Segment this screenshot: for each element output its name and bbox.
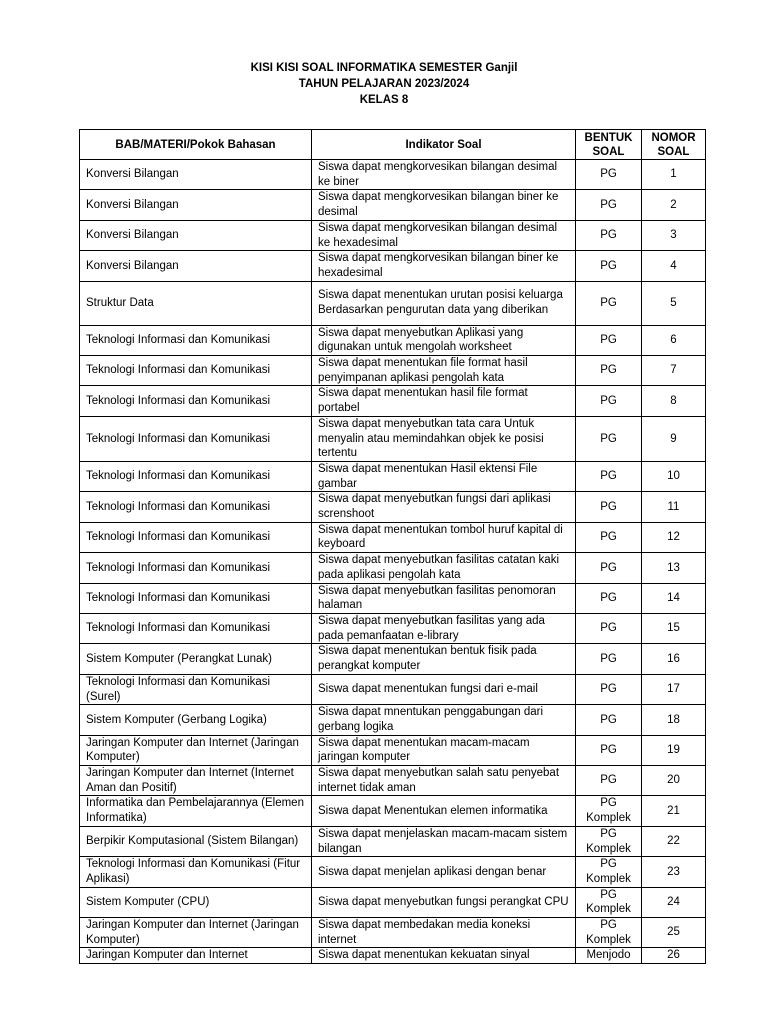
cell-bentuk: PG: [576, 583, 642, 613]
cell-nomor: 16: [642, 644, 706, 674]
cell-materi: Sistem Komputer (Gerbang Logika): [80, 705, 312, 735]
table-row: [80, 796, 706, 826]
cell-bentuk: PG: [576, 251, 642, 281]
cell-nomor: 7: [642, 356, 706, 386]
col-header-nomor: NOMOR SOAL: [642, 130, 706, 160]
cell-indikator: Siswa dapat mnentukan penggabungan dari gerbang logika: [312, 705, 576, 735]
table-row: [80, 644, 706, 674]
cell-nomor: 2: [642, 190, 706, 220]
cell-nomor: 8: [642, 386, 706, 416]
cell-bentuk: PG Komplek: [576, 826, 642, 856]
cell-nomor: 25: [642, 918, 706, 948]
cell-indikator: Siswa dapat menentukan fungsi dari e-mail: [312, 674, 576, 704]
cell-nomor: 13: [642, 553, 706, 583]
doc-title: KISI KISI SOAL INFORMATIKA SEMESTER Ganjil: [250, 62, 518, 74]
cell-bentuk: PG Komplek: [576, 887, 642, 917]
cell-bentuk: PG: [576, 356, 642, 386]
table-row: [80, 522, 706, 552]
cell-indikator: Siswa dapat Menentukan elemen informatika: [312, 796, 576, 826]
cell-indikator: Siswa dapat menyebutkan fungsi dari aplikasi screnshoot: [312, 492, 576, 522]
cell-materi: Jaringan Komputer dan Internet (Jaringan Komputer): [80, 918, 312, 948]
cell-bentuk: PG: [576, 522, 642, 552]
cell-nomor: 19: [642, 735, 706, 765]
cell-nomor: 23: [642, 857, 706, 887]
cell-bentuk: PG: [576, 220, 642, 250]
cell-nomor: 5: [642, 281, 706, 325]
kisi-table: [79, 129, 706, 964]
cell-materi: Struktur Data: [80, 281, 312, 325]
table-row: [80, 766, 706, 796]
cell-indikator: Siswa dapat menyebutkan salah satu penyebat internet tidak aman: [312, 766, 576, 796]
cell-materi: Konversi Bilangan: [80, 251, 312, 281]
cell-materi: Teknologi Informasi dan Komunikasi: [80, 416, 312, 461]
cell-bentuk: PG: [576, 674, 642, 704]
table-row: [80, 583, 706, 613]
cell-indikator: Siswa dapat menentukan macam-macam jaringan komputer: [312, 735, 576, 765]
cell-materi: Jaringan Komputer dan Internet (Internet Aman dan Positif): [80, 766, 312, 796]
doc-class: KELAS 8: [359, 94, 409, 106]
cell-bentuk: PG: [576, 190, 642, 220]
table-row: [80, 613, 706, 643]
cell-bentuk: PG Komplek: [576, 857, 642, 887]
cell-bentuk: Menjodo: [576, 948, 642, 964]
cell-indikator: Siswa dapat mengkorvesikan bilangan desimal ke biner: [312, 160, 576, 190]
cell-bentuk: PG: [576, 492, 642, 522]
cell-nomor: 1: [642, 160, 706, 190]
cell-materi: Teknologi Informasi dan Komunikasi: [80, 356, 312, 386]
cell-bentuk: PG Komplek: [576, 918, 642, 948]
cell-nomor: 22: [642, 826, 706, 856]
table-row: [80, 887, 706, 917]
cell-materi: Teknologi Informasi dan Komunikasi: [80, 492, 312, 522]
cell-indikator: Siswa dapat menyebutkan Aplikasi yang digunakan untuk mengolah worksheet: [312, 325, 576, 355]
cell-nomor: 20: [642, 766, 706, 796]
cell-indikator: Siswa dapat menyebutkan fasilitas penomoran halaman: [312, 583, 576, 613]
doc-school-year: TAHUN PELAJARAN 2023/2024: [298, 78, 470, 90]
table-row: [80, 918, 706, 948]
col-header-indikator: Indikator Soal: [312, 130, 576, 160]
table-row: [80, 826, 706, 856]
cell-materi: Teknologi Informasi dan Komunikasi: [80, 522, 312, 552]
cell-materi: Teknologi Informasi dan Komunikasi: [80, 325, 312, 355]
table-row: [80, 220, 706, 250]
cell-nomor: 9: [642, 416, 706, 461]
cell-nomor: 10: [642, 461, 706, 491]
table-row: [80, 386, 706, 416]
cell-indikator: Siswa dapat menjelan aplikasi dengan benar: [312, 857, 576, 887]
col-header-bentuk: BENTUK SOAL: [576, 130, 642, 160]
cell-materi: Teknologi Informasi dan Komunikasi: [80, 386, 312, 416]
cell-materi: Konversi Bilangan: [80, 220, 312, 250]
cell-bentuk: PG: [576, 735, 642, 765]
cell-bentuk: PG: [576, 705, 642, 735]
cell-indikator: Siswa dapat menentukan Hasil ektensi File gambar: [312, 461, 576, 491]
cell-bentuk: PG: [576, 613, 642, 643]
cell-materi: Teknologi Informasi dan Komunikasi (Surel): [80, 674, 312, 704]
document-header: [0, 60, 768, 108]
cell-materi: Konversi Bilangan: [80, 190, 312, 220]
table-row: [80, 492, 706, 522]
cell-nomor: 18: [642, 705, 706, 735]
cell-indikator: Siswa dapat menentukan kekuatan sinyal: [312, 948, 576, 964]
table-row: [80, 857, 706, 887]
cell-indikator: Siswa dapat mengkorvesikan bilangan biner ke hexadesimal: [312, 251, 576, 281]
cell-nomor: 11: [642, 492, 706, 522]
table-row: [80, 356, 706, 386]
cell-materi: Sistem Komputer (CPU): [80, 887, 312, 917]
table-row: [80, 948, 706, 964]
table-row: [80, 674, 706, 704]
cell-materi: Teknologi Informasi dan Komunikasi: [80, 613, 312, 643]
cell-indikator: Siswa dapat menentukan tombol huruf kapital di keyboard: [312, 522, 576, 552]
cell-bentuk: PG: [576, 766, 642, 796]
table-row: [80, 160, 706, 190]
cell-indikator: Siswa dapat membedakan media koneksi internet: [312, 918, 576, 948]
cell-nomor: 4: [642, 251, 706, 281]
cell-nomor: 14: [642, 583, 706, 613]
cell-indikator: Siswa dapat menentukan urutan posisi keluarga Berdasarkan pengurutan data yang diberikan: [312, 281, 576, 325]
cell-nomor: 21: [642, 796, 706, 826]
col-header-materi: BAB/MATERI/Pokok Bahasan: [80, 130, 312, 160]
cell-nomor: 6: [642, 325, 706, 355]
cell-bentuk: PG: [576, 644, 642, 674]
cell-indikator: Siswa dapat menjelaskan macam-macam sistem bilangan: [312, 826, 576, 856]
table-row: [80, 705, 706, 735]
cell-indikator: Siswa dapat menyebutkan tata cara Untuk menyalin atau memindahkan objek ke posisi tertentu: [312, 416, 576, 461]
table-row: [80, 461, 706, 491]
cell-materi: Jaringan Komputer dan Internet: [80, 948, 312, 964]
cell-nomor: 24: [642, 887, 706, 917]
cell-materi: Teknologi Informasi dan Komunikasi (Fitur Aplikasi): [80, 857, 312, 887]
cell-indikator: Siswa dapat menentukan file format hasil penyimpanan aplikasi pengolah kata: [312, 356, 576, 386]
cell-materi: Informatika dan Pembelajarannya (Elemen Informatika): [80, 796, 312, 826]
table-row: [80, 251, 706, 281]
table-header-row: [80, 130, 706, 160]
cell-indikator: Siswa dapat menyebutkan fasilitas catatan kaki pada aplikasi pengolah kata: [312, 553, 576, 583]
cell-indikator: Siswa dapat menyebutkan fasilitas yang ada pada pemanfaatan e-library: [312, 613, 576, 643]
cell-nomor: 3: [642, 220, 706, 250]
table-row: [80, 325, 706, 355]
table-row: [80, 553, 706, 583]
cell-bentuk: PG: [576, 461, 642, 491]
cell-bentuk: PG: [576, 160, 642, 190]
cell-nomor: 15: [642, 613, 706, 643]
cell-bentuk: PG: [576, 281, 642, 325]
cell-indikator: Siswa dapat mengkorvesikan bilangan desimal ke hexadesimal: [312, 220, 576, 250]
table-row: [80, 281, 706, 325]
table-row: [80, 735, 706, 765]
cell-materi: Berpikir Komputasional (Sistem Bilangan): [80, 826, 312, 856]
cell-materi: Teknologi Informasi dan Komunikasi: [80, 461, 312, 491]
cell-indikator: Siswa dapat menentukan hasil file format portabel: [312, 386, 576, 416]
cell-bentuk: PG: [576, 553, 642, 583]
cell-nomor: 17: [642, 674, 706, 704]
cell-bentuk: PG Komplek: [576, 796, 642, 826]
cell-indikator: Siswa dapat mengkorvesikan bilangan biner ke desimal: [312, 190, 576, 220]
table-row: [80, 416, 706, 461]
cell-bentuk: PG: [576, 325, 642, 355]
cell-materi: Teknologi Informasi dan Komunikasi: [80, 583, 312, 613]
cell-materi: Teknologi Informasi dan Komunikasi: [80, 553, 312, 583]
cell-indikator: Siswa dapat menyebutkan fungsi perangkat CPU: [312, 887, 576, 917]
cell-materi: Konversi Bilangan: [80, 160, 312, 190]
cell-indikator: Siswa dapat menentukan bentuk fisik pada perangkat komputer: [312, 644, 576, 674]
cell-materi: Sistem Komputer (Perangkat Lunak): [80, 644, 312, 674]
cell-nomor: 26: [642, 948, 706, 964]
cell-nomor: 12: [642, 522, 706, 552]
cell-bentuk: PG: [576, 416, 642, 461]
cell-materi: Jaringan Komputer dan Internet (Jaringan Komputer): [80, 735, 312, 765]
cell-bentuk: PG: [576, 386, 642, 416]
table-row: [80, 190, 706, 220]
